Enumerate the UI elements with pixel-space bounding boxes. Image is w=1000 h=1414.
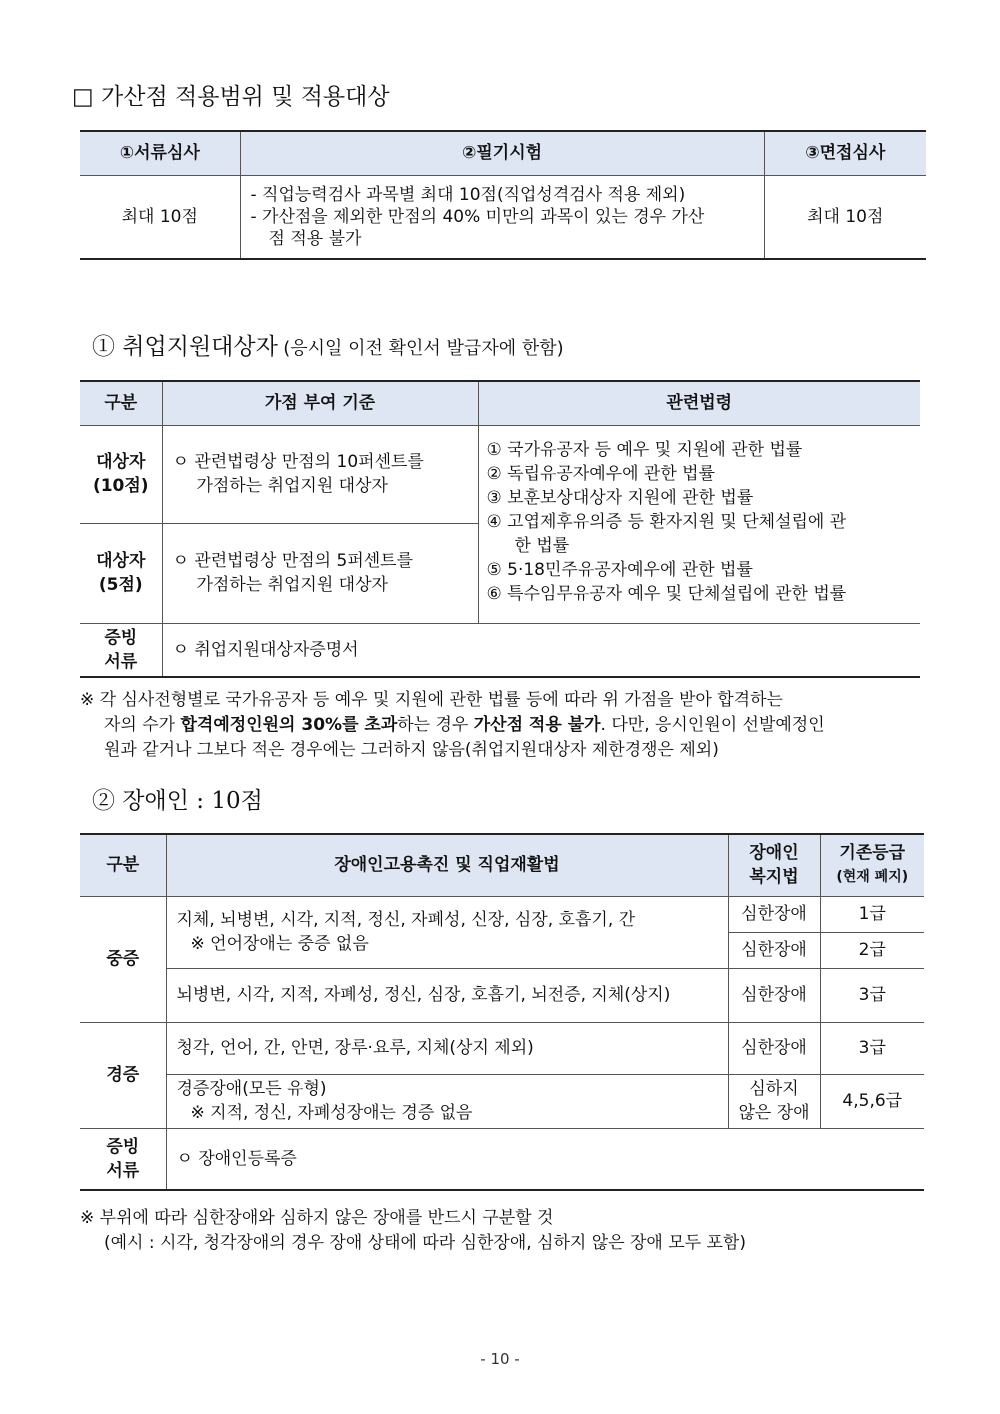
law-item: 한 법률 (514, 535, 570, 556)
section-title-bonus-scope: □ 가산점 적용범위 및 적용대상 (72, 84, 390, 110)
law-item: ⑤ 5·18민주유공자예우에 관한 법률 (486, 559, 753, 580)
law-item: ⑥ 특수임무유공자 예우 및 단체설립에 관한 법률 (486, 583, 847, 604)
header-welfare-law (728, 834, 820, 896)
severe-label: 중증 (80, 896, 166, 1022)
mild-types-a: 청각, 언어, 간, 안면, 장루·요루, 지체(상지 제외) (166, 1022, 728, 1074)
note-line: ※ 각 심사전형별로 국가유공자 등 예우 및 지원에 관한 법률 등에 따라 위 가점을 받아 합격하는 (80, 690, 783, 710)
law-item: ① 국가유공자 등 예우 및 지원에 관한 법률 (486, 439, 803, 460)
proof-label-line: 서류 (106, 1160, 140, 1181)
criteria-line: ㅇ 관련법령상 만점의 10퍼센트를 (172, 452, 424, 472)
note-line: ※ 부위에 따라 심한장애와 심하지 않은 장애를 반드시 구분할 것 (80, 1208, 554, 1228)
proof-label-line: 증빙 (104, 627, 138, 648)
category-label: 대상자 (96, 551, 146, 571)
header-category: 구분 (80, 381, 162, 425)
header-related-laws: 관련법령 (478, 381, 920, 425)
document-review-value: 최대 10점 (80, 175, 240, 259)
welfare-line: 않은 장애 (738, 1103, 810, 1123)
note-line: 원과 같거나 그보다 적은 경우에는 그러하지 않음(취업지원대상자 제한경쟁은 제외) (104, 740, 719, 760)
proof-documents-value: ㅇ 장애인등록증 (166, 1128, 924, 1190)
header-line: (현재 폐지) (836, 869, 909, 886)
header-line: 장애인 (749, 843, 799, 864)
disability-note (80, 1206, 930, 1256)
category-points: (5점) (98, 575, 143, 595)
note-text: 자의 수가 (104, 715, 181, 735)
severe-types-note: ※ 언어장애는 중증 없음 (190, 934, 369, 954)
related-laws-list (478, 425, 920, 623)
section-title-employment-support (92, 328, 564, 361)
proof-label-line: 증빙 (106, 1136, 140, 1157)
note-text: 하는 경우 (397, 715, 474, 735)
category-5-points (80, 523, 162, 623)
header-category: 구분 (80, 834, 166, 896)
employment-support-title: ① 취업지원대상자 (92, 334, 278, 360)
mild-types-note: ※ 지적, 정신, 자폐성장애는 경증 없음 (190, 1103, 473, 1123)
header-previous-grade (820, 834, 924, 896)
grade-value: 2급 (820, 932, 924, 968)
header-interview: ③면접심사 (764, 131, 926, 175)
grade-value: 3급 (820, 1022, 924, 1074)
proof-documents-label (80, 1128, 166, 1190)
welfare-value (728, 1074, 820, 1128)
grade-value: 3급 (820, 968, 924, 1022)
criteria-line: 가점하는 취업지원 대상자 (196, 476, 388, 496)
criteria-line: 가점하는 취업지원 대상자 (196, 575, 388, 595)
welfare-value: 심한장애 (728, 896, 820, 932)
written-exam-detail (240, 175, 764, 259)
bonus-scope-table (80, 130, 926, 260)
law-item: ② 독립유공자예우에 관한 법률 (486, 463, 716, 484)
header-criteria: 가점 부여 기준 (162, 381, 478, 425)
header-line: 기존등급 (839, 843, 906, 864)
criteria-5-points (162, 523, 478, 623)
mild-label: 경증 (80, 1022, 166, 1128)
criteria-line: ㅇ 관련법령상 만점의 5퍼센트를 (172, 551, 414, 571)
note-line: (예시 : 시각, 청각장애의 경우 장애 상태에 따라 심한장애, 심하지 않은 장애 모두 포함) (104, 1233, 746, 1253)
category-points: (10점) (92, 476, 149, 496)
proof-documents-label (80, 623, 162, 677)
criteria-10-points (162, 425, 478, 523)
note-emphasis: 가산점 적용 불가 (473, 715, 601, 735)
written-line-3: 점 적용 불가 (268, 228, 362, 249)
employment-support-note (80, 688, 930, 763)
law-item: ④ 고엽제후유의증 등 환자지원 및 단체설립에 관 (486, 511, 847, 532)
grade-value: 1급 (820, 896, 924, 932)
welfare-value: 심한장애 (728, 968, 820, 1022)
severe-types-b: 뇌병변, 시각, 지적, 자폐성, 정신, 심장, 호흡기, 뇌전증, 지체(상지) (166, 968, 728, 1022)
welfare-value: 심한장애 (728, 932, 820, 968)
written-line-1: - 직업능력검사 과목별 최대 10점(직업성격검사 적용 제외) (250, 184, 686, 205)
header-document-review: ①서류심사 (80, 131, 240, 175)
welfare-value: 심한장애 (728, 1022, 820, 1074)
grade-value: 4,5,6급 (820, 1074, 924, 1128)
interview-value: 최대 10점 (764, 175, 926, 259)
employment-support-table (80, 380, 920, 678)
mild-types-b (166, 1074, 728, 1128)
employment-support-subtitle: (응시일 이전 확인서 발급자에 한함) (283, 338, 564, 359)
disability-table (80, 833, 924, 1191)
mild-types-line: 경증장애(모든 유형) (176, 1079, 327, 1099)
category-label: 대상자 (96, 452, 146, 472)
severe-types-line: 지체, 뇌병변, 시각, 지적, 정신, 자폐성, 신장, 심장, 호흡기, 간 (176, 910, 636, 930)
section-title-disability: ② 장애인 : 10점 (92, 788, 263, 814)
header-written-exam: ②필기시험 (240, 131, 764, 175)
page-number: - 10 - (480, 1350, 520, 1368)
written-line-2: - 가산점을 제외한 만점의 40% 미만의 과목이 있는 경우 가산 (250, 206, 705, 227)
severe-types-a (166, 896, 728, 968)
proof-documents-value: ㅇ 취업지원대상자증명서 (162, 623, 920, 677)
header-line: 복지법 (749, 867, 799, 888)
note-line (80, 713, 930, 738)
note-text: . 다만, 응시인원이 선발예정인 (600, 715, 825, 735)
note-emphasis: 합격예정인원의 30%를 초과 (180, 715, 398, 735)
header-employment-law: 장애인고용촉진 및 직업재활법 (166, 834, 728, 896)
proof-label-line: 서류 (104, 651, 138, 672)
welfare-line: 심하지 (749, 1079, 799, 1099)
law-item: ③ 보훈보상대상자 지원에 관한 법률 (486, 487, 754, 508)
category-10-points (80, 425, 162, 523)
